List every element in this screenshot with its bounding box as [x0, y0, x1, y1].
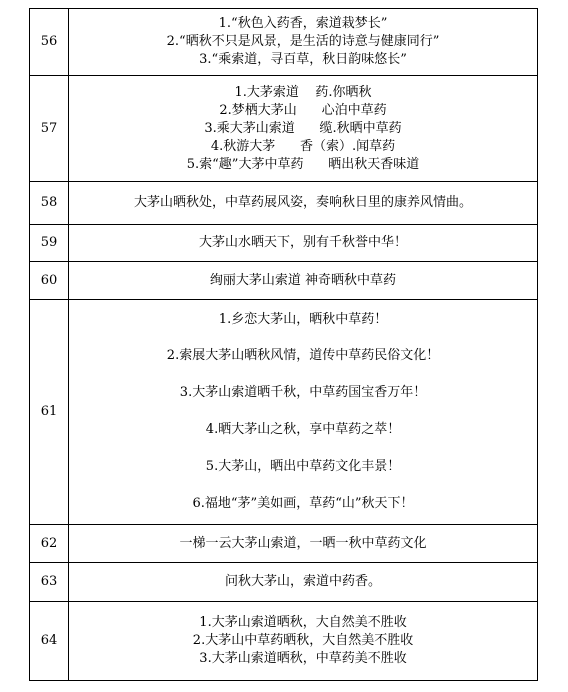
row-content [69, 76, 538, 182]
text-line: 2.索展大茅山晒秋风情，道传中草药民俗文化！ [166, 348, 440, 364]
row-content [69, 182, 538, 225]
table-row [30, 300, 538, 525]
text-line: 1.大茅索道 药.你晒秋 [234, 84, 372, 100]
text-line: 5.索“趣”大茅中草药 晒出秋天香味道 [186, 156, 420, 172]
row-number: 63 [30, 563, 69, 602]
text-line: 一梯一云大茅山索道，一晒一秋中草药文化 [179, 535, 427, 551]
row-number: 62 [30, 525, 69, 563]
text-line: 3.乘大茅山索道 缆.秋晒中草药 [204, 120, 402, 136]
text-line: 1.大茅山索道晒秋，大自然美不胜收 [199, 615, 407, 630]
table-row [30, 225, 538, 262]
text-line: 大茅山水晒天下，别有千秋誉中华！ [198, 235, 407, 250]
table-row [30, 76, 538, 182]
text-line: 4.晒大茅山之秋，享中草药之萃！ [205, 422, 401, 437]
table-row [30, 525, 538, 563]
text-line: 绚丽大茅山索道 神奇晒秋中草药 [209, 272, 397, 288]
text-line: 5.大茅山，晒出中草药文化丰景！ [205, 458, 401, 474]
row-number: 56 [30, 9, 69, 76]
text-line: 问秋大茅山，索道中药香。 [224, 574, 381, 589]
row-number: 64 [30, 602, 69, 681]
row-content [69, 9, 538, 76]
text-line: 2.“晒秋不只是风景，是生活的诗意与健康同行” [166, 34, 440, 49]
table-row [30, 602, 538, 681]
row-number: 60 [30, 262, 69, 300]
row-content [69, 563, 538, 602]
row-content [69, 262, 538, 300]
text-line: 3.大茅山索道晒秋，中草药美不胜收 [199, 651, 407, 666]
row-content [69, 225, 538, 262]
table-row [30, 262, 538, 300]
table-row [30, 563, 538, 602]
row-number: 58 [30, 182, 69, 225]
text-line: 2.大茅山中草药晒秋，大自然美不胜收 [192, 633, 414, 648]
text-line: 3.大茅山索道晒千秋，中草药国宝香万年！ [179, 385, 427, 401]
text-line: 6.福地“茅”美如画，草药“山”秋天下！ [192, 495, 414, 511]
text-line: 3.“乘索道，寻百草，秋日韵味悠长” [199, 52, 407, 67]
row-number: 59 [30, 225, 69, 262]
row-content [69, 300, 538, 525]
row-number: 61 [30, 300, 69, 525]
text-line: 4.秋游大茅 香（索）.闻草药 [210, 138, 396, 154]
row-content [69, 525, 538, 563]
table-row [30, 9, 538, 76]
row-content [69, 602, 538, 681]
text-line: 1.乡恋大茅山，晒秋中草药！ [218, 311, 388, 327]
slogan-table [29, 8, 538, 681]
row-number: 57 [30, 76, 69, 182]
text-line: 1.“秋色入药香，索道栽梦长” [218, 16, 388, 31]
text-line: 大茅山晒秋处，中草药展风姿，奏响秋日里的康养风情曲。 [133, 195, 472, 210]
text-line: 2.梦栖大茅山 心泊中草药 [219, 102, 387, 118]
table-row [30, 182, 538, 225]
